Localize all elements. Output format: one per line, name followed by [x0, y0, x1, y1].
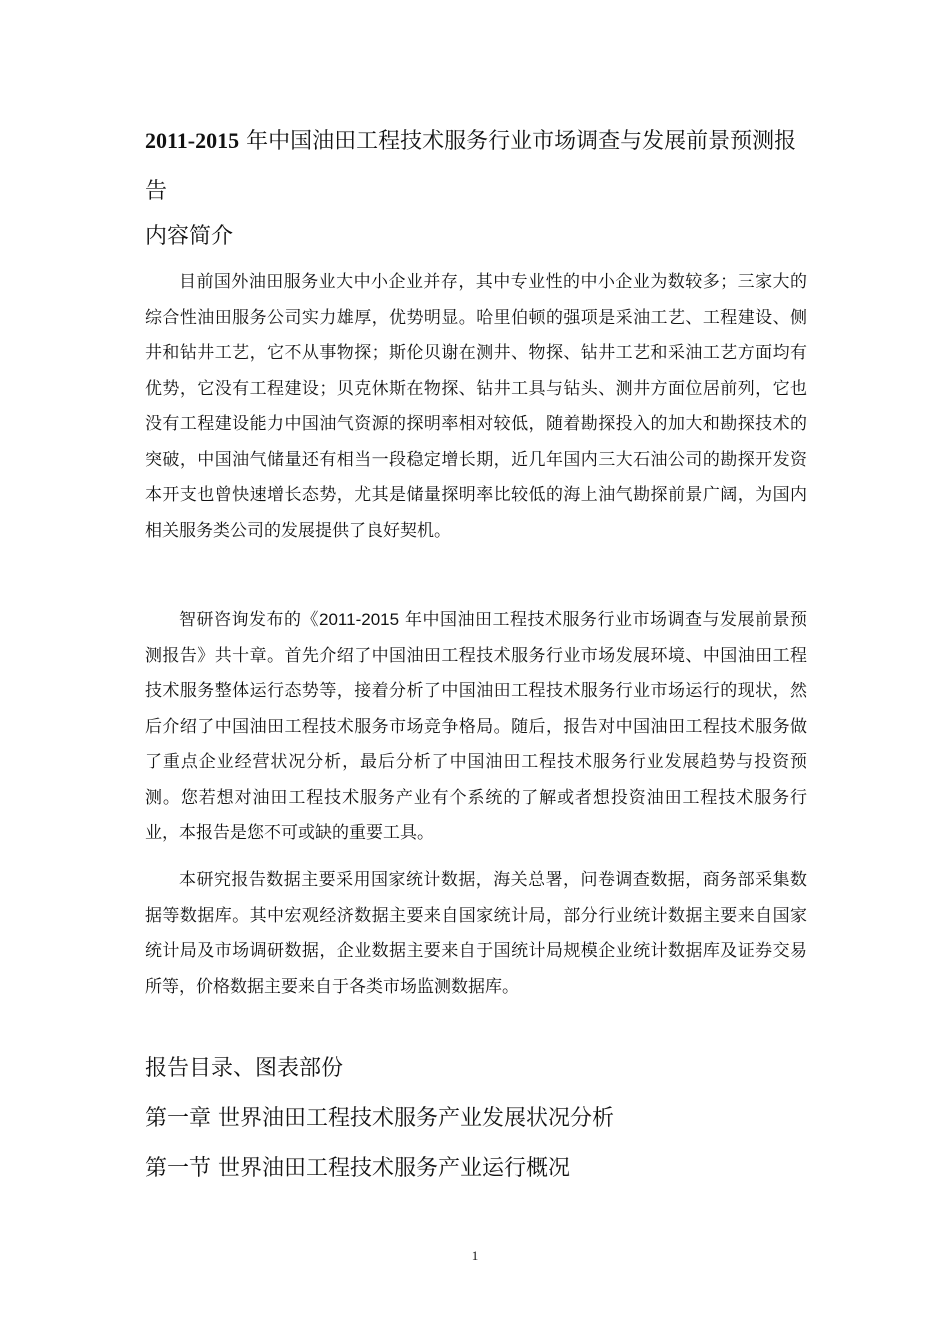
title-year: 2011-2015 [145, 128, 240, 153]
chapter-heading: 第一章 世界油田工程技术服务产业发展状况分析 [145, 1106, 614, 1131]
page-number: 1 [471, 1248, 479, 1263]
title-text: 年中国油田工程技术服务行业市场调查与发展前景预测报告 [145, 129, 797, 204]
intro-paragraph-3: 本研究报告数据主要采用国家统计数据，海关总署，问卷调查数据，商务部采集数据等数据库。其中宏观经济数据主要来自国家统计局，部分行业统计数据主要来自国家统计局及市场调研数据，企业数据主要来自于国统计局规模企业统计数据库及证券交易所等，价格数据主要来自于各类市场监测数据库。 [145, 870, 807, 997]
section-heading: 第一节 世界油田工程技术服务产业运行概况 [145, 1156, 570, 1181]
paragraph2-rest: 年中国油田工程技术服务行业市场调查与发展前景预测报告》共十章。首先介绍了中国油田工程技术服务行业市场发展环境、中国油田工程技术服务整体运行态势等，接着分析了中国油田工程技术服务行业市场运行的现状，然后介绍了中国油田工程技术服务市场竞争格局。随后，报告对中国油田工程技术服务做了重点企业经营状况分析，最后分析了中国油田工程技术服务行业发展趋势与投资预测。您若想对油田工程技术服务产业有个系统的了解或者想投资油田工程技术服务行业，本报告是您不可或缺的重要工具。 [145, 610, 808, 843]
document-title [145, 116, 813, 217]
intro-paragraph-2 [145, 602, 807, 852]
intro-heading: 内容简介 [145, 224, 234, 249]
paragraph2-prefix: 智研咨询发布的《 [179, 610, 320, 630]
toc-heading: 报告目录、图表部份 [145, 1056, 344, 1081]
paragraph2-year: 2011-2015 [319, 610, 400, 629]
intro-paragraph-1: 目前国外油田服务业大中小企业并存，其中专业性的中小企业为数较多；三家大的综合性油田服务公司实力雄厚，优势明显。哈里伯顿的强项是采油工艺、工程建设、侧井和钻井工艺，它不从事物探；斯伦贝谢在测井、物探、钻井工艺和采油工艺方面均有优势，它没有工程建设；贝克休斯在物探、钻井工具与钻头、测井方面位居前列，它也没有工程建设能力中国油气资源的探明率相对较低，随着勘探投入的加大和勘探技术的突破，中国油气储量还有相当一段稳定增长期，近几年国内三大石油公司的勘探开发资本开支也曾快速增长态势，尤其是储量探明率比较低的海上油气勘探前景广阔，为国内相关服务类公司的发展提供了良好契机。 [145, 272, 807, 541]
